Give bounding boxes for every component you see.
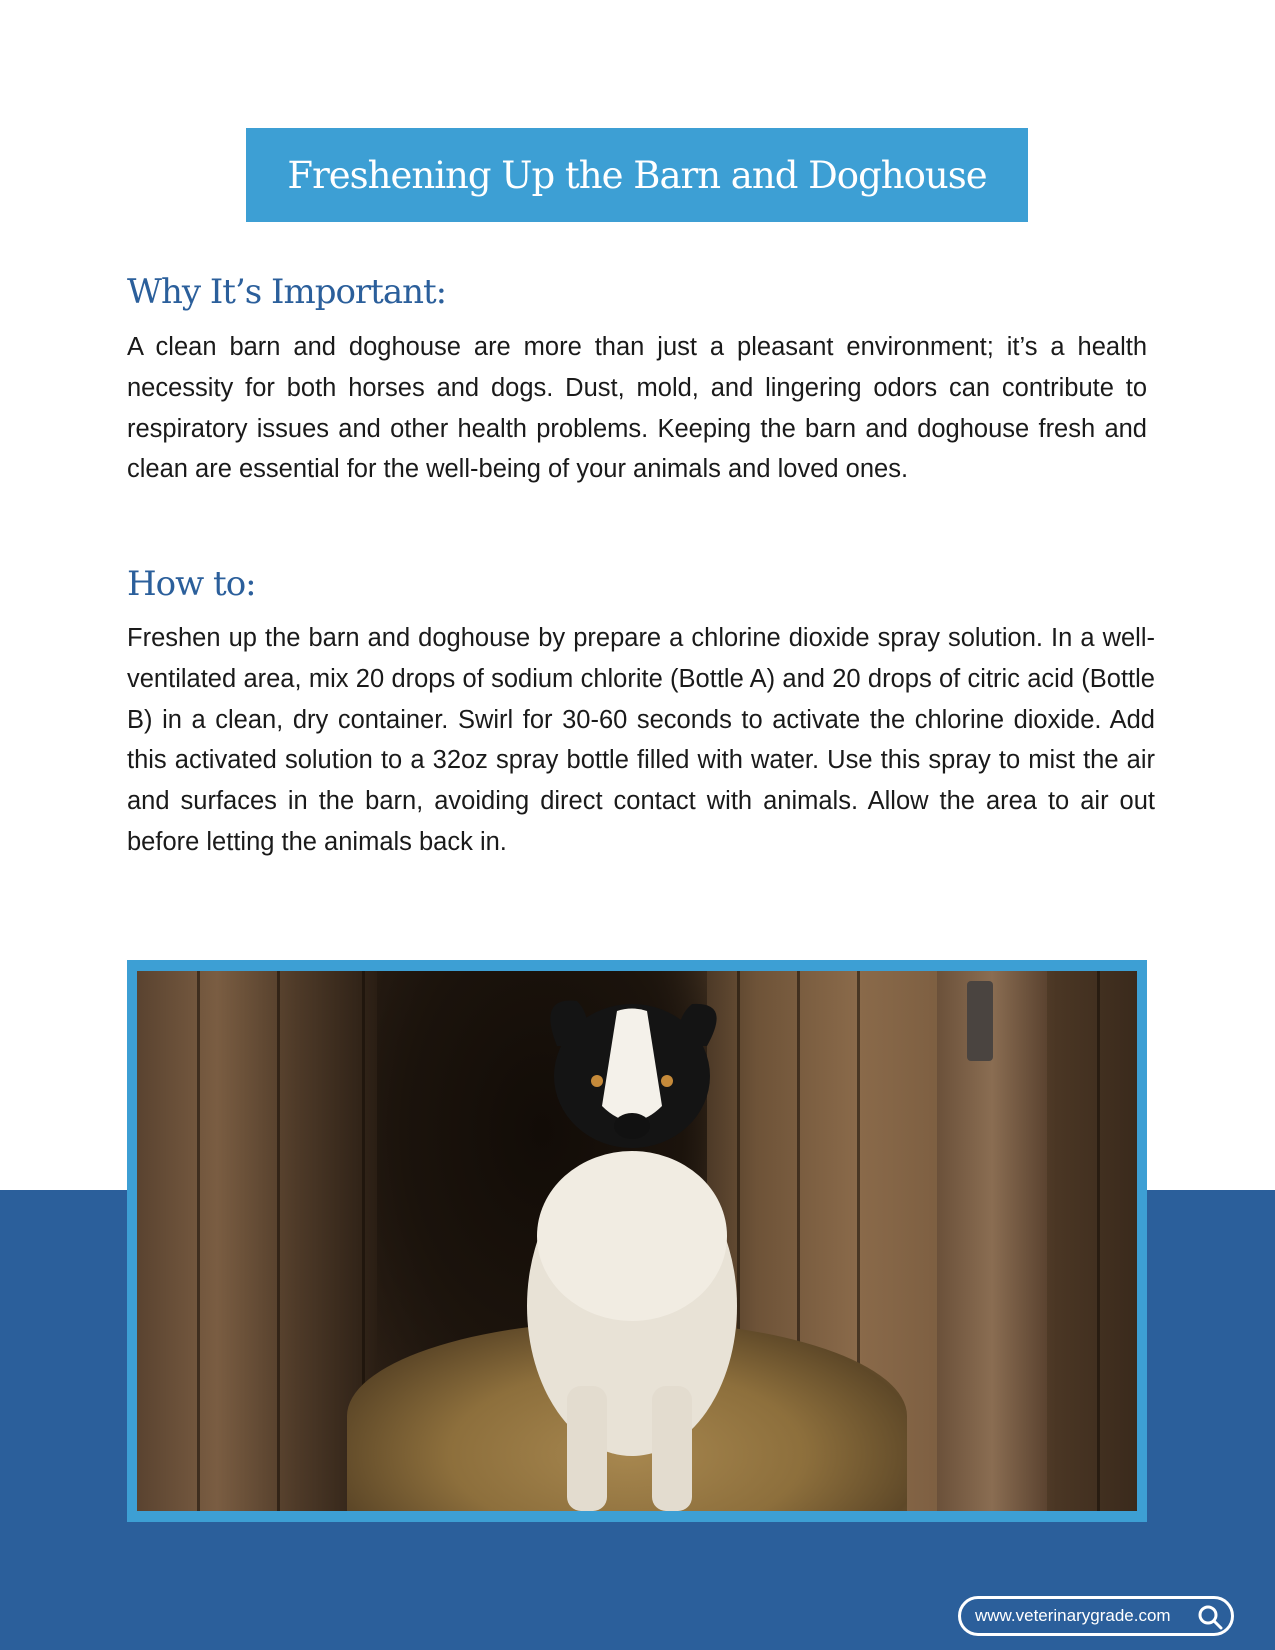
website-url[interactable]: www.veterinarygrade.com	[975, 1606, 1171, 1625]
section-body-how: Freshen up the barn and doghouse by prepare a chlorine dioxide spray solution. In a well-ventilated area, mix 20 drops of sodium chlorite (Bottle A) and 20 drops of citric acid (Bottle B) in a clean, dry container. Swirl for 30-60 seconds to activate the chlorine dioxide. Add this activated solution to a 32oz spray bottle filled with water. Use this spray to mist the air and surfaces in the barn, avoiding direct contact with animals. Allow the area to air out before letting the animals back in.	[127, 624, 1155, 856]
section-body-why: A clean barn and doghouse are more than just a pleasant environment; it’s a health necessity for both horses and dogs. Dust, mold, and lingering odors can contribute to respiratory issues and other health problems. Keeping the barn and doghouse fresh and clean are essential for the well-being of your animals and loved ones.	[127, 333, 1147, 484]
section-heading-how: How to:	[127, 564, 256, 604]
section-heading-why: Why It’s Important:	[127, 272, 447, 312]
dog-in-barn-photo	[137, 971, 1137, 1511]
dog-figure	[497, 986, 767, 1511]
photo-frame	[127, 960, 1147, 1522]
title-banner	[246, 128, 1028, 222]
door-latch	[967, 981, 993, 1061]
website-url-pill[interactable]	[958, 1596, 1234, 1636]
page-title: Freshening Up the Barn and Doghouse	[287, 153, 987, 197]
search-icon	[1197, 1604, 1223, 1630]
